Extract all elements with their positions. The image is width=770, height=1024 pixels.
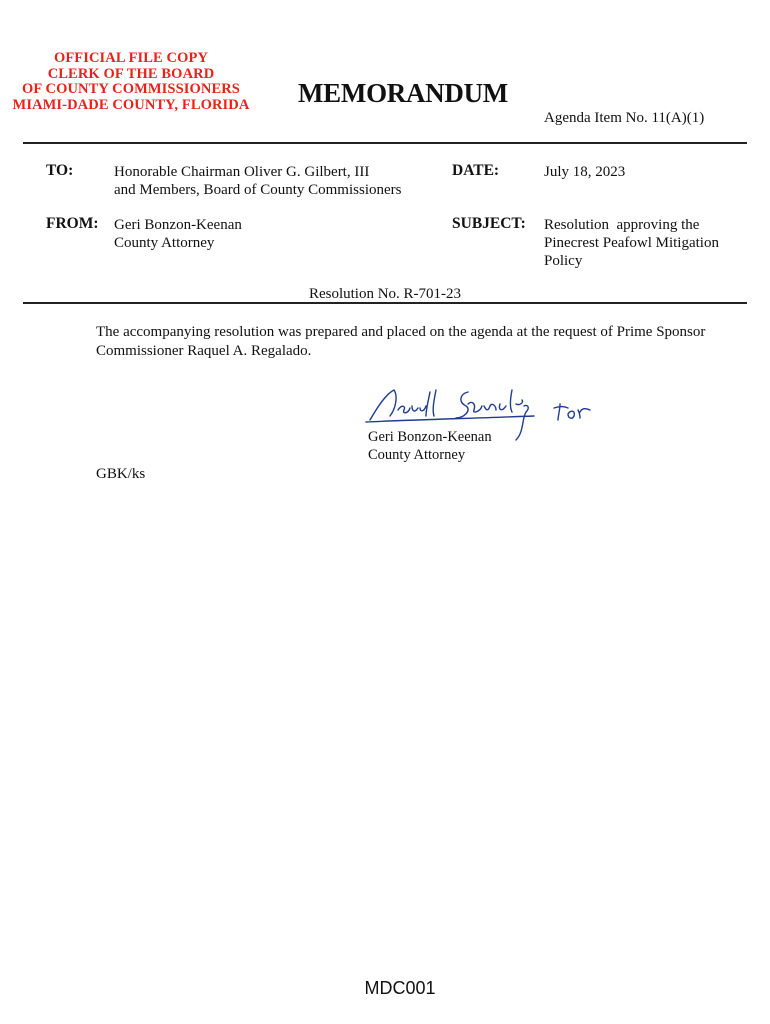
from-line-1: Geri Bonzon-Keenan [114, 217, 242, 233]
paragraph-line-1: The accompanying resolution was prepared and placed on the agenda at the request of Prime Sponsor [96, 324, 706, 340]
to-line-2: and Members, Board of County Commissioners [114, 182, 402, 198]
official-file-copy-stamp [4, 51, 258, 113]
from-line-2: County Attorney [114, 235, 215, 251]
resolution-divider [23, 302, 747, 304]
to-line-1: Honorable Chairman Oliver G. Gilbert, III [114, 164, 370, 180]
date-label: DATE: [452, 162, 500, 179]
subject-line-2: Pinecrest Peafowl Mitigation [544, 235, 719, 251]
subject-line-1: Resolution approving the [544, 217, 700, 233]
stamp-line-2: CLERK OF THE BOARD [47, 65, 215, 82]
paragraph-line-2: Commissioner Raquel A. Regalado. [96, 343, 312, 359]
body-paragraph [96, 323, 736, 361]
stamp-line-1: OFFICIAL FILE COPY [53, 50, 209, 66]
to-label: TO: [46, 162, 74, 179]
typist-initials: GBK/ks [96, 466, 146, 482]
date-value: July 18, 2023 [544, 164, 626, 180]
subject-value [544, 216, 719, 270]
stamp-line-4: MIAMI-DADE COUNTY, FLORIDA [12, 96, 250, 113]
to-recipient [114, 163, 401, 199]
subject-line-3: Policy [544, 253, 583, 269]
signer-name: Geri Bonzon-Keenan [368, 429, 492, 445]
resolution-number: Resolution No. R-701-23 [308, 286, 462, 302]
stamp-line-3: OF COUNTY COMMISSIONERS [22, 81, 240, 97]
agenda-item-number: Agenda Item No. 11(A)(1) [544, 110, 705, 126]
from-sender [114, 216, 242, 252]
header-divider [23, 142, 747, 144]
page-identifier: MDC001 [364, 978, 436, 998]
signature-block [368, 428, 492, 464]
signer-title: County Attorney [368, 447, 466, 463]
memo-title: MEMORANDUM [298, 78, 508, 108]
subject-label: SUBJECT: [452, 215, 526, 232]
from-label: FROM: [46, 215, 99, 232]
